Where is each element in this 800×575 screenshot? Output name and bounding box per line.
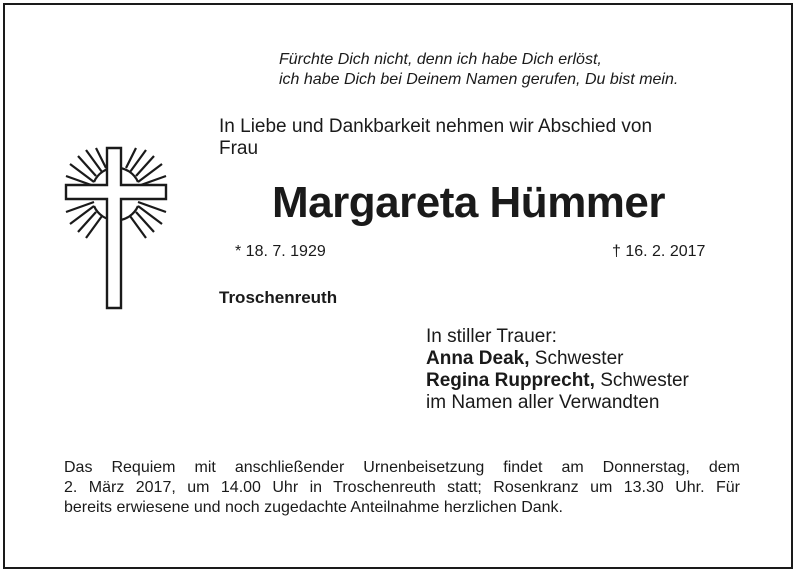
notice-line-2: 2. März 2017, um 14.00 Uhr in Troschenreuth statt; Rosenkranz um 13.30 Uhr. Für xyxy=(64,479,740,496)
verse-line-1: Fürchte Dich nicht, denn ich habe Dich erlöst, xyxy=(279,51,602,68)
notice-line-3: bereits erwiesene und noch zugedachte Anteilnahme herzlichen Dank. xyxy=(64,499,563,516)
hometown: Troschenreuth xyxy=(219,288,338,307)
deceased-name: Margareta Hümmer xyxy=(272,178,666,227)
mourner-row xyxy=(426,370,689,392)
death-date: † 16. 2. 2017 xyxy=(612,243,706,260)
cross-with-rays-icon xyxy=(64,146,168,315)
mourner-relation: Schwester xyxy=(534,348,624,369)
intro-line-1: In Liebe und Dankbarkeit nehmen wir Abschied von xyxy=(219,116,653,137)
mourner-relation: Schwester xyxy=(600,370,689,391)
intro-line-2: Frau xyxy=(219,138,259,159)
birth-date: * 18. 7. 1929 xyxy=(235,243,326,260)
mourners-closing: im Namen aller Verwandten xyxy=(426,392,660,413)
mourners-heading: In stiller Trauer: xyxy=(426,326,557,347)
intro-text xyxy=(219,116,652,160)
mourners-block xyxy=(426,326,689,414)
mourner-name: Regina Rupprecht, xyxy=(426,370,595,391)
service-notice xyxy=(64,458,740,518)
bible-verse xyxy=(279,50,678,90)
mourner-name: Anna Deak, xyxy=(426,348,530,369)
verse-line-2: ich habe Dich bei Deinem Namen gerufen, Du bist mein. xyxy=(279,71,679,88)
mourner-row xyxy=(426,348,689,370)
notice-line-1: Das Requiem mit anschließender Urnenbeisetzung findet am Donnerstag, dem xyxy=(64,459,740,476)
